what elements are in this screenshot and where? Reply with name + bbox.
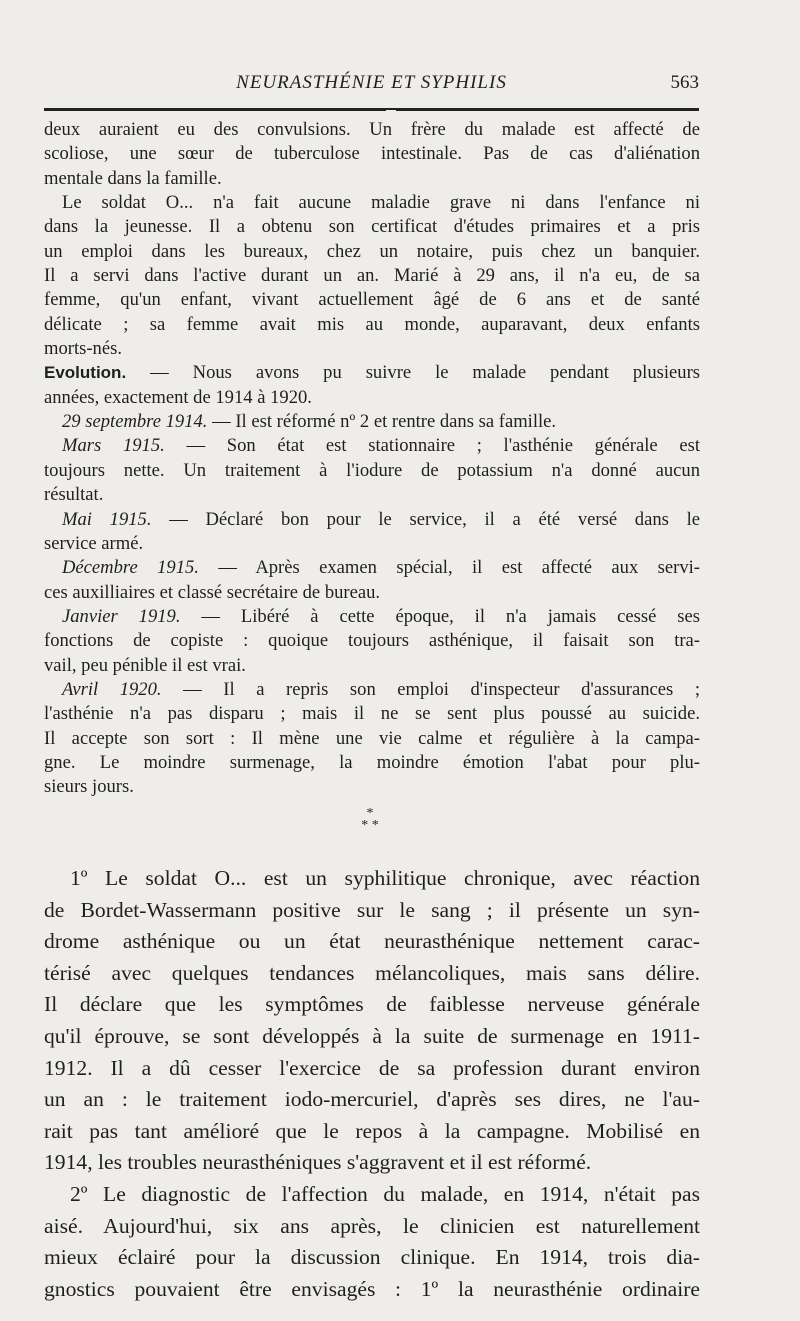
separator-bottom-stars: * *: [361, 818, 379, 833]
text-line: Il déclare que les symptômes de faiblesse nerveuse générale: [44, 992, 700, 1017]
evolution-line: [44, 361, 700, 385]
entry-text: — Après examen spécial, il est affecté aux servi-: [198, 557, 700, 579]
text-line: sieurs jours.: [44, 776, 134, 798]
section-separator: [340, 808, 400, 832]
dated-entry: [44, 678, 700, 702]
running-title: NEURASTHÉNIE ET SYPHILIS: [236, 72, 507, 93]
text-line: un emploi dans les bureaux, chez un notaire, puis chez un banquier.: [44, 240, 700, 262]
dated-entry: [44, 556, 700, 580]
text-line: toujours nette. Un traitement à l'iodure de potassium n'a donné aucun: [44, 459, 700, 481]
entry-date: Décembre 1915.: [62, 557, 199, 579]
text-segment: — Nous avons pu suivre le malade pendant plusieurs: [126, 362, 700, 384]
text-line: drome asthénique ou un état neurasthénique nettement carac-: [44, 929, 700, 954]
text-line: résultat.: [44, 484, 104, 506]
text-line: l'asthénie n'a pas disparu ; mais il ne se sent plus poussé au suicide.: [44, 703, 700, 725]
text-line: de Bordet-Wassermann positive sur le sang ; il présente un syn-: [44, 897, 700, 922]
text-line: Le soldat O... n'a fait aucune maladie grave ni dans l'enfance ni: [62, 192, 700, 214]
text-line: un an : le traitement iodo-mercuriel, d'après ses dires, ne l'au-: [44, 1087, 700, 1112]
text-line: 1914, les troubles neurasthéniques s'aggravent et il est réformé.: [44, 1150, 592, 1175]
case-history-text: [44, 118, 700, 800]
text-line: aisé. Aujourd'hui, six ans après, le clinicien est naturellement: [44, 1213, 700, 1238]
text-line: 2º Le diagnostic de l'affection du malade, en 1914, n'était pas: [70, 1181, 700, 1206]
text-line: Il a servi dans l'active durant un an. Marié à 29 ans, il n'a eu, de sa: [44, 265, 700, 287]
text-line: femme, qu'un enfant, vivant actuellement âgé de 6 ans et de santé: [44, 289, 700, 311]
text-line: 1912. Il a dû cesser l'exercice de sa profession durant environ: [44, 1055, 700, 1080]
header-rule: [44, 108, 699, 111]
running-head: [44, 72, 699, 98]
text-line: deux auraient eu des convulsions. Un frère du malade est affecté de: [44, 119, 700, 140]
entry-date: Janvier 1919.: [62, 605, 181, 627]
text-line: térisé avec quelques tendances mélancoliques, mais sans délire.: [44, 960, 700, 985]
dated-entry: [44, 605, 700, 629]
entry-date: Mars 1915.: [62, 435, 165, 457]
section-heading: Evolution.: [44, 363, 127, 383]
text-line: gne. Le moindre surmenage, la moindre émotion l'abat pour plu-: [44, 751, 700, 773]
text-line: scoliose, une sœur de tuberculose intestinale. Pas de cas d'aliénation: [44, 143, 700, 165]
separator-top-star: *: [366, 806, 374, 821]
text-line: dans la jeunesse. Il a obtenu son certificat d'études primaires et a pris: [44, 216, 700, 238]
text-line: gnostics pouvaient être envisagés : 1º la neurasthénie ordinaire: [44, 1276, 700, 1301]
entry-text: — Il a repris son emploi d'inspecteur d'assurances ;: [161, 678, 700, 700]
text-line: morts-nés.: [44, 338, 122, 360]
entry-text: — Il est réformé nº 2 et rentre dans sa famille.: [207, 411, 557, 433]
text-line: mentale dans la famille.: [44, 167, 222, 189]
entry-text: — Son état est stationnaire ; l'asthénie générale est: [164, 435, 700, 457]
discussion-text: [44, 863, 700, 1305]
entry-text: — Libéré à cette époque, il n'a jamais cessé ses: [180, 605, 700, 627]
entry-date: Mai 1915.: [62, 508, 152, 530]
text-line: années, exactement de 1914 à 1920.: [44, 386, 312, 408]
text-line: fonctions de copiste : quoique toujours asthénique, il faisait son tra-: [44, 630, 700, 652]
dated-entry: [44, 434, 700, 458]
text-line: mieux éclairé pour la discussion clinique. En 1914, trois dia-: [44, 1245, 700, 1270]
entry-date: Avril 1920.: [62, 678, 162, 700]
entry-date: 29 septembre 1914.: [62, 411, 208, 433]
text-line: Il accepte son sort : Il mène une vie calme et régulière à la campa-: [44, 727, 700, 749]
entry-text: — Déclaré bon pour le service, il a été versé dans le: [151, 508, 700, 530]
text-line: vail, peu pénible il est vrai.: [44, 654, 246, 676]
text-line: 1º Le soldat O... est un syphilitique chronique, avec réaction: [70, 866, 700, 890]
text-line: qu'il éprouve, se sont développés à la suite de surmenage en 1911-: [44, 1023, 700, 1048]
page-number: 563: [670, 72, 699, 93]
text-line: rait pas tant amélioré que le repos à la campagne. Mobilisé en: [44, 1118, 700, 1143]
text-line: délicate ; sa femme avait mis au monde, auparavant, deux enfants: [44, 313, 700, 335]
text-line: ces auxilliaires et classé secrétaire de bureau.: [44, 581, 381, 603]
text-line: service armé.: [44, 532, 144, 554]
dated-entry: [44, 508, 700, 532]
dated-entry: [44, 410, 700, 434]
